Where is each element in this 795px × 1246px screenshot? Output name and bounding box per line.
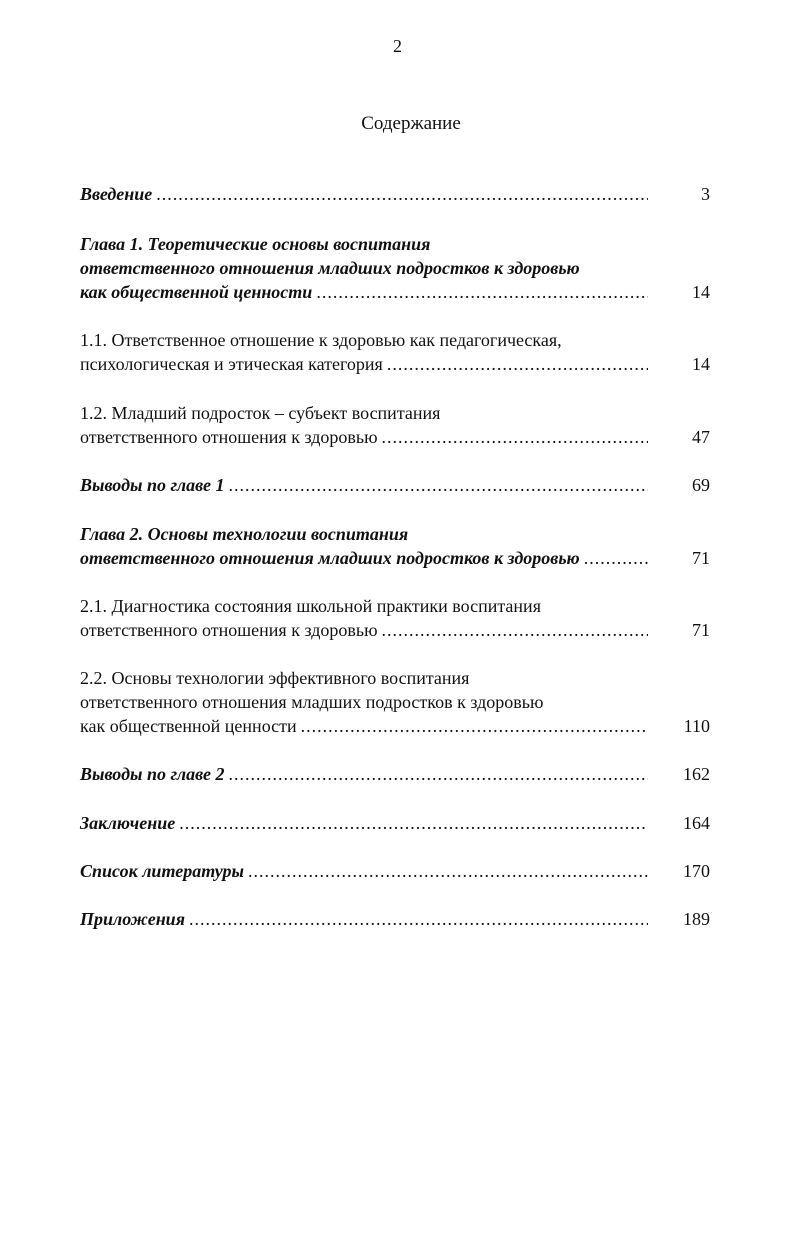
leader-dots <box>584 546 648 570</box>
toc-page-number: 69 <box>692 475 710 495</box>
toc-entry-text: 2.2. Основы технологии эффективного воспитания <box>80 668 470 688</box>
toc-page-number: 170 <box>683 861 710 881</box>
toc-entry-text: Выводы по главе 2 <box>80 764 225 784</box>
toc-entry-introduction[interactable] <box>80 182 710 206</box>
toc-entry-section-1-1[interactable] <box>80 328 710 376</box>
toc-page-number: 162 <box>683 764 710 784</box>
leader-dots <box>228 473 648 497</box>
leader-dots <box>228 762 648 786</box>
toc-page-number: 71 <box>692 548 710 568</box>
toc-entry-conclusions-2[interactable] <box>80 762 710 786</box>
toc-entry-conclusions-1[interactable] <box>80 473 710 497</box>
toc-page-number: 71 <box>692 620 710 640</box>
leader-dots <box>301 714 648 738</box>
toc-entry-text: Приложения <box>80 909 185 929</box>
toc-entry-section-2-1[interactable] <box>80 594 710 642</box>
toc-entry-text: психологическая и этическая категория <box>80 354 383 374</box>
toc-entry-conclusion[interactable] <box>80 811 710 835</box>
toc-entry-text: Введение <box>80 184 153 204</box>
toc-entry-text: 2.1. Диагностика состояния школьной практики воспитания <box>80 596 541 616</box>
toc-entry-section-2-2[interactable] <box>80 666 710 738</box>
toc-page-number: 14 <box>692 354 710 374</box>
toc-entry-text: ответственного отношения младших подростков к здоровью <box>80 258 580 278</box>
toc-title: Содержание <box>361 113 461 134</box>
toc-entry-chapter-2[interactable] <box>80 522 710 570</box>
leader-dots <box>316 280 648 304</box>
leader-dots <box>156 182 648 206</box>
toc-entry-text: как общественной ценности <box>80 716 297 736</box>
toc-entry-appendices[interactable] <box>80 907 710 931</box>
toc-entry-text: 1.1. Ответственное отношение к здоровью как педагогическая, <box>80 330 562 350</box>
leader-dots <box>189 907 648 931</box>
toc-page-number: 110 <box>683 716 710 736</box>
toc-page-number: 47 <box>692 427 710 447</box>
toc-entry-text: ответственного отношения к здоровью <box>80 620 378 640</box>
toc-entry-text: Глава 1. Теоретические основы воспитания <box>80 234 431 254</box>
toc-entry-text: как общественной ценности <box>80 282 313 302</box>
toc-entry-chapter-1[interactable] <box>80 232 710 304</box>
toc-entry-text: Список литературы <box>80 861 244 881</box>
toc-entry-text: ответственного отношения младших подростков к здоровью <box>80 692 544 712</box>
toc-entry-text: Глава 2. Основы технологии воспитания <box>80 524 409 544</box>
toc-entry-section-1-2[interactable] <box>80 401 710 449</box>
page-number: 2 <box>393 36 402 56</box>
toc-page-number: 14 <box>692 282 710 302</box>
toc-page-number: 189 <box>683 909 710 929</box>
toc-entry-text: ответственного отношения младших подростков к здоровью <box>80 548 580 568</box>
toc-entry-text: 1.2. Младший подросток – субъект воспитания <box>80 403 441 423</box>
leader-dots <box>248 859 648 883</box>
toc-page-number: 3 <box>701 184 710 204</box>
leader-dots <box>382 425 648 449</box>
leader-dots <box>387 352 648 376</box>
toc-entry-text: Выводы по главе 1 <box>80 475 225 495</box>
leader-dots <box>179 811 648 835</box>
leader-dots <box>382 618 648 642</box>
toc-entry-text: Заключение <box>80 813 176 833</box>
toc-entry-references[interactable] <box>80 859 710 883</box>
toc-entry-text: ответственного отношения к здоровью <box>80 427 378 447</box>
toc-page-number: 164 <box>683 813 710 833</box>
